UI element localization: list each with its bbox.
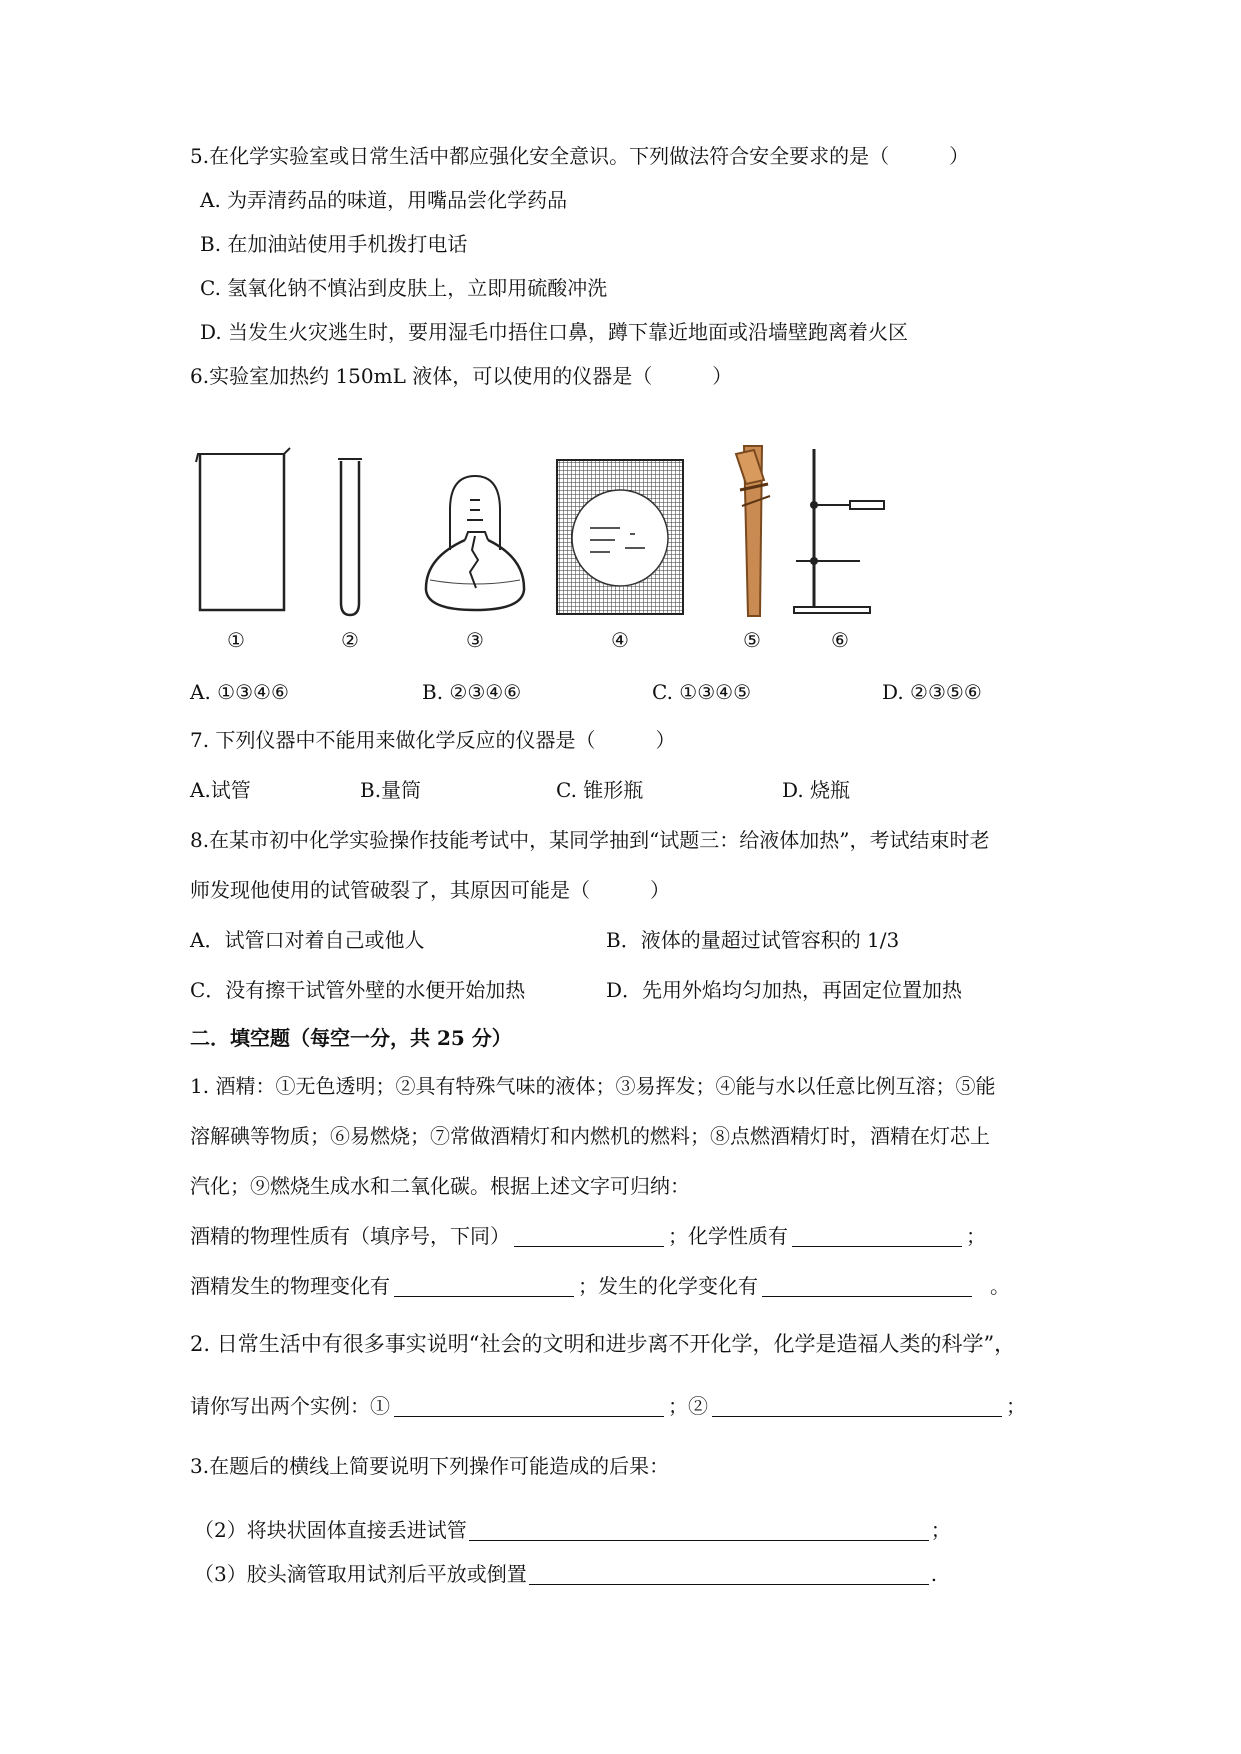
f2-examples-line (190, 1392, 1026, 1420)
q7-option-c: C. 锥形瓶 (556, 778, 644, 802)
f1-line3: 汽化；⑨燃烧生成水和二氧化碳。根据上述文字可归纳： (190, 1174, 690, 1198)
figure-label-6: ⑥ (831, 628, 849, 652)
f1-properties-line (190, 1222, 986, 1250)
f3-item3-blank[interactable] (529, 1562, 929, 1585)
f1-physical-change-blank[interactable] (394, 1274, 574, 1297)
f3-item3-end: . (930, 1562, 938, 1586)
q5-option-c: C. 氢氧化钠不慎沾到皮肤上，立即用硫酸冲洗 (200, 276, 608, 300)
f1-changes-line (190, 1272, 1010, 1300)
section-2-heading: 二．填空题（每空一分，共 25 分） (190, 1026, 512, 1050)
figure-label-2: ② (341, 628, 359, 652)
f1-line2: 溶解碘等物质；⑥易燃烧；⑦常做酒精灯和内燃机的燃料；⑧点燃酒精灯时，酒精在灯芯上 (190, 1124, 990, 1148)
f2-line1: 2. 日常生活中有很多事实说明“社会的文明和进步离不开化学，化学是造福人类的科学”， (190, 1332, 1016, 1356)
f3-item2-end: ； (930, 1518, 951, 1542)
figure-label-3: ③ (466, 628, 484, 652)
iron-stand-figure (790, 445, 910, 620)
f1-physical-property-blank[interactable] (514, 1224, 664, 1247)
wire-gauze-figure (555, 458, 685, 618)
q8-option-b: B．液体的量超过试管容积的 1/3 (606, 928, 900, 952)
q7-stem: 7. 下列仪器中不能用来做化学反应的仪器是（ ） (190, 728, 676, 752)
q5-option-a: A. 为弄清药品的味道，用嘴品尝化学药品 (200, 188, 568, 212)
f1-chemical-change-blank[interactable] (762, 1274, 972, 1297)
f1-line1: 1. 酒精：①无色透明；②具有特殊气味的液体；③易挥发；④能与水以任意比例互溶；⑤能 (190, 1074, 996, 1098)
f3-item2-line (194, 1516, 951, 1544)
q8-option-a: A．试管口对着自己或他人 (190, 928, 425, 952)
f3-item2-label: （2）将块状固体直接丢进试管 (194, 1518, 467, 1542)
q8-stem-line2: 师发现他使用的试管破裂了，其原因可能是（ ） (190, 878, 670, 902)
figure-label-5: ⑤ (743, 628, 761, 652)
q7-option-b: B.量筒 (360, 778, 422, 802)
q6-stem: 6.实验室加热约 150mL 液体，可以使用的仪器是（ ） (190, 364, 733, 388)
q7-option-a: A.试管 (190, 778, 251, 802)
q6-option-c: C. ①③④⑤ (652, 680, 752, 704)
f2-example-label: 请你写出两个实例：① (190, 1394, 390, 1418)
f2-example-1-blank[interactable] (394, 1394, 664, 1417)
q6-option-a: A. ①③④⑥ (190, 680, 289, 704)
f2-examples-end: ； (1006, 1394, 1026, 1418)
q8-option-d: D．先用外焰均匀加热，再固定位置加热 (606, 978, 963, 1002)
q8-stem-line1: 8.在某市初中化学实验操作技能考试中，某同学抽到“试题三：给液体加热”，考试结束时老 (190, 828, 990, 852)
f1-physical-change-label: 酒精发生的物理变化有 (190, 1274, 390, 1298)
q6-option-d: D. ②③⑤⑥ (882, 680, 982, 704)
f3-item2-blank[interactable] (469, 1518, 929, 1541)
figure-label-4: ④ (611, 628, 629, 652)
f2-example-separator: ；② (668, 1394, 708, 1418)
f1-chemical-property-blank[interactable] (792, 1224, 962, 1247)
test-tube-holder-figure (720, 440, 780, 620)
q5-option-b: B. 在加油站使用手机拨打电话 (200, 232, 468, 256)
q5-option-d: D. 当发生火灾逃生时，要用湿毛巾捂住口鼻，蹲下靠近地面或沿墙壁跑离着火区 (200, 320, 909, 344)
f2-example-2-blank[interactable] (712, 1394, 1002, 1417)
q7-option-d: D. 烧瓶 (782, 778, 851, 802)
f1-physical-property-label: 酒精的物理性质有（填序号，下同） (190, 1224, 510, 1248)
f1-changes-end: 。 (990, 1274, 1010, 1298)
f1-chemical-property-label: ；化学性质有 (668, 1224, 788, 1248)
q6-option-b: B. ②③④⑥ (422, 680, 522, 704)
test-tube-figure (330, 455, 370, 620)
q5-stem: 5.在化学实验室或日常生活中都应强化安全意识。下列做法符合安全要求的是（ ） (190, 144, 970, 168)
f3-item3-line (194, 1560, 937, 1588)
f3-stem: 3.在题后的横线上简要说明下列操作可能造成的后果： (190, 1454, 670, 1478)
alcohol-lamp-figure (420, 470, 530, 620)
f1-properties-end: ； (966, 1224, 986, 1248)
beaker-figure (190, 440, 300, 620)
f3-item3-label: （3）胶头滴管取用试剂后平放或倒置 (194, 1562, 527, 1586)
q8-option-c: C．没有擦干试管外壁的水便开始加热 (190, 978, 526, 1002)
f1-chemical-change-label: ；发生的化学变化有 (578, 1274, 758, 1298)
figure-label-1: ① (227, 628, 245, 652)
